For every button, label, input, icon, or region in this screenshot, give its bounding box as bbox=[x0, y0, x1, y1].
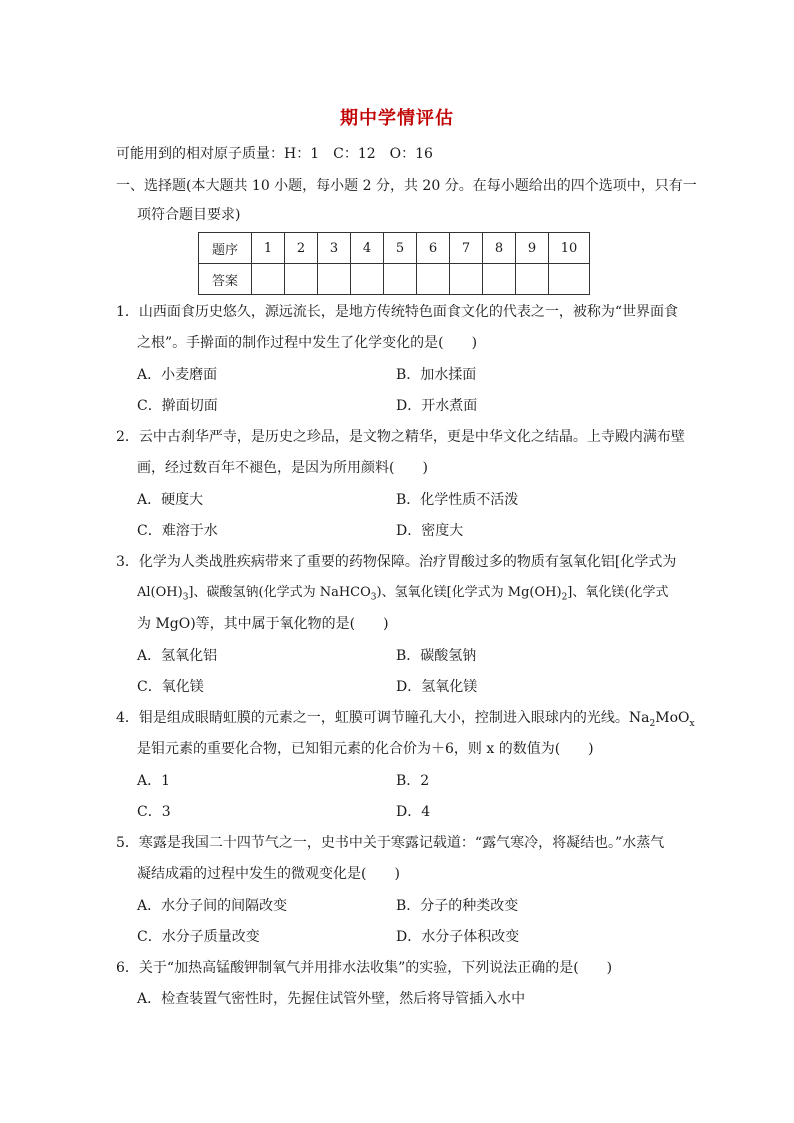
answer-cell[interactable] bbox=[384, 264, 417, 295]
table-cell-number: 4 bbox=[351, 233, 384, 264]
answer-cell[interactable] bbox=[351, 264, 384, 295]
question-4-line2: 是钼元素的重要化合物，已知钼元素的化合价为＋6，则 x 的数值为( ) bbox=[137, 741, 594, 757]
question-5-line1: 5．寒露是我国二十四节气之一，史书中关于寒露记载道：“露气寒冷，将凝结也。”水蒸气 bbox=[116, 835, 665, 851]
table-cell-number: 1 bbox=[252, 233, 285, 264]
answer-cell[interactable] bbox=[417, 264, 450, 295]
question-1-line1: 1．山西面食历史悠久，源远流长，是地方传统特色面食文化的代表之一，被称为“世界面食 bbox=[116, 304, 679, 320]
answer-cell[interactable] bbox=[252, 264, 285, 295]
question-5-option-c[interactable]: C．水分子质量改变 bbox=[137, 929, 260, 945]
question-1-option-d[interactable]: D．开水煮面 bbox=[396, 398, 478, 414]
table-cell-number: 10 bbox=[549, 233, 590, 264]
answer-table-answer-row bbox=[199, 264, 590, 295]
question-2-option-d[interactable]: D．密度大 bbox=[396, 523, 464, 539]
question-2-line1: 2．云中古刹华严寺，是历史之珍品，是文物之精华，更是中华文化之结晶。上寺殿内满布壁 bbox=[116, 429, 685, 445]
table-cell-number: 8 bbox=[483, 233, 516, 264]
section-heading-line1: 一、选择题(本大题共 10 小题，每小题 2 分，共 20 分。在每小题给出的四个选项中，只有一 bbox=[116, 178, 697, 194]
question-2-option-c[interactable]: C．难溶于水 bbox=[137, 523, 218, 539]
table-cell-number: 6 bbox=[417, 233, 450, 264]
question-3-option-d[interactable]: D．氢氧化镁 bbox=[396, 679, 478, 695]
question-5-option-a[interactable]: A．水分子间的间隔改变 bbox=[137, 898, 288, 914]
answer-cell[interactable] bbox=[549, 264, 590, 295]
table-cell-label: 答案 bbox=[199, 264, 252, 295]
table-cell-label: 题序 bbox=[199, 233, 252, 264]
question-1-option-b[interactable]: B．加水揉面 bbox=[396, 367, 477, 383]
question-1-option-c[interactable]: C．擀面切面 bbox=[137, 398, 218, 414]
table-cell-number: 9 bbox=[516, 233, 549, 264]
table-cell-number: 7 bbox=[450, 233, 483, 264]
answer-cell[interactable] bbox=[318, 264, 351, 295]
question-5-option-b[interactable]: B．分子的种类改变 bbox=[396, 898, 519, 914]
answer-cell[interactable] bbox=[516, 264, 549, 295]
question-5-line2: 凝结成霜的过程中发生的微观变化是( ) bbox=[137, 866, 400, 882]
atomic-mass-note: 可能用到的相对原子质量：H：1 C：12 O：16 bbox=[116, 146, 433, 162]
page-title: 期中学情评估 bbox=[340, 108, 454, 129]
question-2-option-b[interactable]: B．化学性质不活泼 bbox=[396, 492, 519, 508]
question-3-option-b[interactable]: B．碳酸氢钠 bbox=[396, 648, 477, 664]
answer-cell[interactable] bbox=[483, 264, 516, 295]
table-cell-number: 2 bbox=[285, 233, 318, 264]
question-1-option-a[interactable]: A．小麦磨面 bbox=[137, 367, 218, 383]
question-3-line3: 为 MgO)等，其中属于氧化物的是( ) bbox=[137, 616, 389, 632]
question-3-option-a[interactable]: A．氢氧化铝 bbox=[137, 648, 218, 664]
question-3-line2: $Al(OH)_3$]、碳酸氢钠(化学式为 NaHCO$_3$)、氢氧化镁[化学式为 $Mg(OH)_2$]、氧化镁(化学式 bbox=[137, 585, 669, 603]
question-4-option-d[interactable]: D．4 bbox=[396, 804, 431, 820]
answer-table-header-row bbox=[199, 233, 590, 264]
question-4-option-c[interactable]: C．3 bbox=[137, 804, 171, 820]
question-4-line1: 4．钼是组成眼睛虹膜的元素之一，虹膜可调节瞳孔大小，控制进入眼球内的光线。$Na_2MoO_x$ bbox=[116, 710, 695, 729]
table-cell-number: 5 bbox=[384, 233, 417, 264]
question-1-line2: 之根”。手擀面的制作过程中发生了化学变化的是( ) bbox=[137, 335, 478, 351]
table-cell-number: 3 bbox=[318, 233, 351, 264]
question-6-line1: 6．关于“加热高锰酸钾制氧气并用排水法收集”的实验，下列说法正确的是( ) bbox=[116, 960, 613, 976]
answer-cell[interactable] bbox=[450, 264, 483, 295]
answer-table bbox=[198, 232, 590, 295]
question-4-option-b[interactable]: B．2 bbox=[396, 773, 430, 789]
section-heading-line2: 项符合题目要求) bbox=[137, 207, 241, 223]
question-5-option-d[interactable]: D．水分子体积改变 bbox=[396, 929, 520, 945]
question-3-line1: 3．化学为人类战胜疾病带来了重要的药物保障。治疗胃酸过多的物质有氢氧化铝[化学式为 bbox=[116, 554, 677, 570]
question-2-option-a[interactable]: A．硬度大 bbox=[137, 492, 204, 508]
answer-cell[interactable] bbox=[285, 264, 318, 295]
question-3-option-c[interactable]: C．氧化镁 bbox=[137, 679, 204, 695]
question-4-option-a[interactable]: A．1 bbox=[137, 773, 171, 789]
question-6-option-a[interactable]: A．检查装置气密性时，先握住试管外壁，然后将导管插入水中 bbox=[137, 991, 526, 1007]
question-2-line2: 画，经过数百年不褪色，是因为所用颜料( ) bbox=[137, 460, 428, 476]
